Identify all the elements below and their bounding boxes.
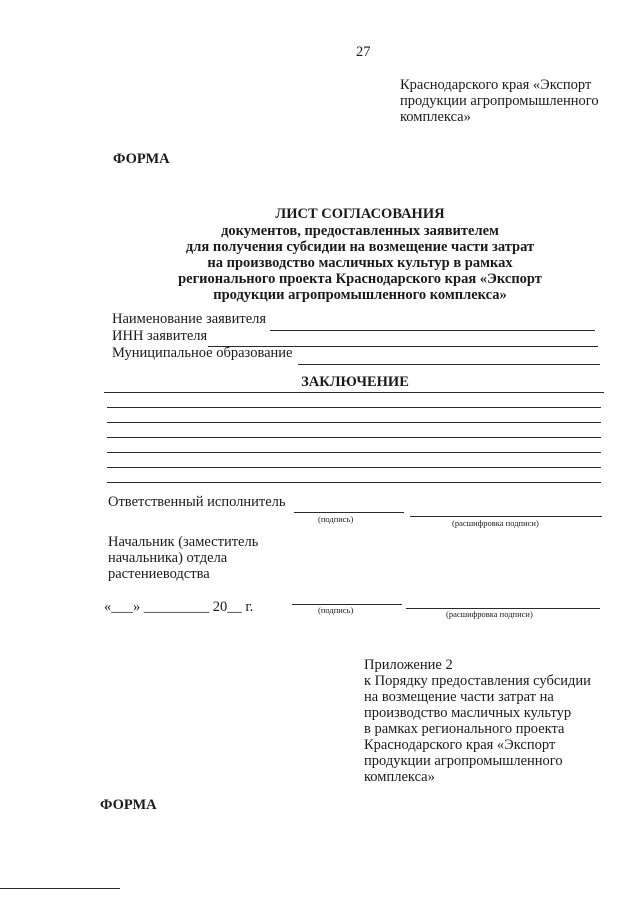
conclusion-line[interactable]: [107, 422, 601, 423]
appendix-line: на возмещение части затрат на: [364, 689, 554, 705]
subtitle-line: продукции агропромышленного комплекса»: [213, 287, 507, 303]
responsible-signature-line[interactable]: [294, 512, 404, 513]
appendix-line: комплекса»: [364, 769, 435, 785]
appendix-line: Краснодарского края «Экспорт: [364, 737, 556, 753]
appendix-line: Приложение 2: [364, 657, 453, 673]
municipality-label: Муниципальное образование: [112, 345, 293, 361]
applicant-inn-label: ИНН заявителя: [112, 328, 208, 344]
footnote-separator: [0, 888, 120, 889]
head-position-line: начальника) отдела: [108, 550, 228, 566]
form-label: ФОРМА: [100, 797, 157, 813]
conclusion-line[interactable]: [107, 437, 601, 438]
date-field[interactable]: «___» _________ 20__ г.: [104, 599, 254, 615]
header-note-line: Краснодарского края «Экспорт: [400, 77, 592, 93]
applicant-name-label: Наименование заявителя: [112, 311, 267, 327]
conclusion-title: ЗАКЛЮЧЕНИЕ: [301, 374, 409, 390]
decoding-caption: (расшифровка подписи): [446, 609, 533, 619]
form-label: ФОРМА: [113, 151, 170, 167]
responsible-decoding-line[interactable]: [410, 516, 602, 517]
subtitle-line: документов, предоставленных заявителем: [221, 223, 499, 239]
conclusion-line[interactable]: [104, 392, 604, 393]
responsible-label: Ответственный исполнитель: [108, 494, 286, 510]
decoding-caption: (расшифровка подписи): [452, 518, 539, 528]
municipality-line[interactable]: [298, 364, 600, 365]
signature-caption: (подпись): [318, 605, 354, 615]
appendix-line: продукции агропромышленного: [364, 753, 563, 769]
head-position-line: растениеводства: [108, 566, 210, 582]
appendix-line: в рамках регионального проекта: [364, 721, 565, 737]
appendix-note: [364, 657, 591, 785]
header-note: [400, 77, 599, 125]
header-note-line: комплекса»: [400, 109, 471, 125]
conclusion-line[interactable]: [107, 467, 601, 468]
applicant-name-line[interactable]: [270, 330, 595, 331]
appendix-line: производство масличных культур: [364, 705, 572, 721]
subtitle-line: на производство масличных культур в рамках: [207, 255, 513, 271]
approval-sheet-title: ЛИСТ СОГЛАСОВАНИЯ: [275, 206, 445, 222]
subtitle-line: регионального проекта Краснодарского края «Экспорт: [178, 271, 542, 287]
signature-caption: (подпись): [318, 514, 354, 524]
page-number: 27: [356, 44, 371, 60]
header-note-line: продукции агропромышленного: [400, 93, 599, 109]
appendix-line: к Порядку предоставления субсидии: [364, 673, 591, 689]
head-position-line: Начальник (заместитель: [108, 534, 259, 550]
approval-sheet-subtitle: [150, 223, 570, 303]
conclusion-line[interactable]: [107, 407, 601, 408]
conclusion-line[interactable]: [107, 452, 601, 453]
head-position: [108, 534, 258, 582]
subtitle-line: для получения субсидии на возмещение части затрат: [185, 239, 535, 255]
conclusion-line[interactable]: [107, 482, 601, 483]
